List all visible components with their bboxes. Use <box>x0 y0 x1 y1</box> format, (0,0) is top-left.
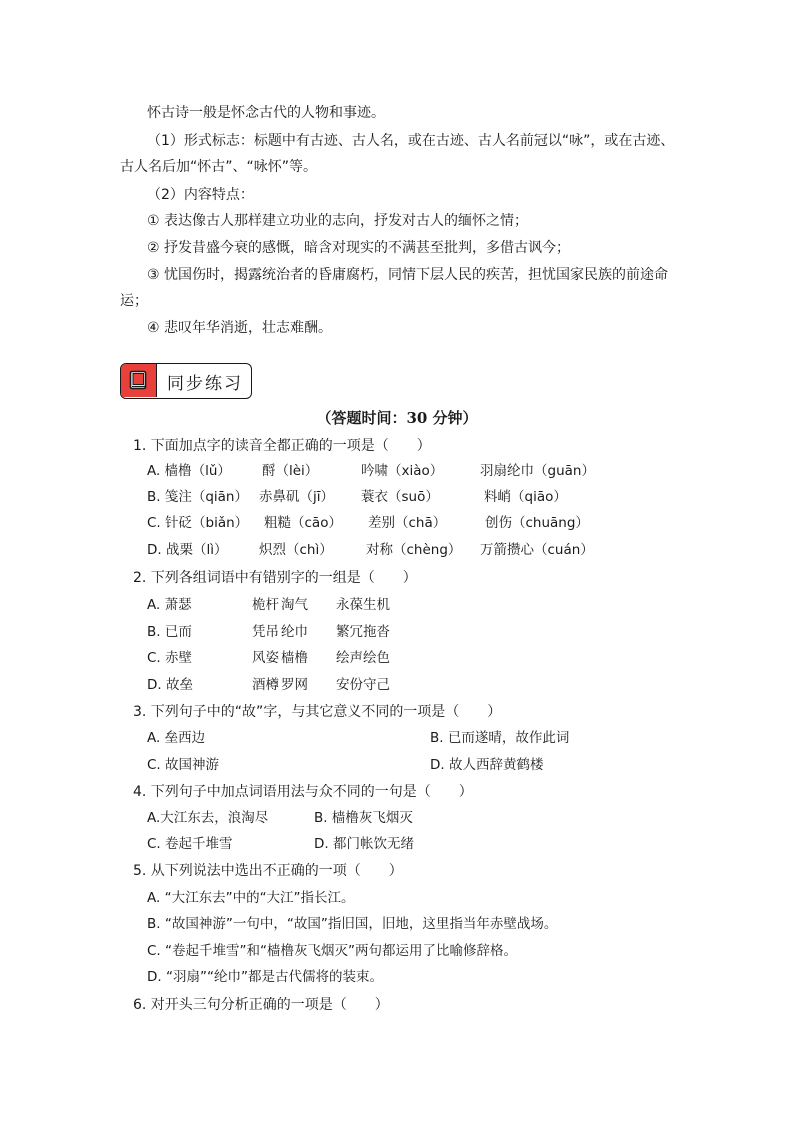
option-c-item: 粗糙（cāo） <box>264 515 342 531</box>
intro-point-3-line1: ③ 忧国伤时，揭露统治者的昏庸腐朽，同情下层人民的疾苦，担忧国家民族的前途命 <box>147 267 668 283</box>
option-a-item: 永葆生机 <box>336 597 390 613</box>
option-b-item: 赤鼻矶（jī） <box>259 489 335 505</box>
question-stem: 2. 下列各组词语中有错别字的一组是（ ） <box>133 570 417 586</box>
option-a: A. “大江东去”中的“大江”指长江。 <box>147 890 355 906</box>
option-d-item: 炽烈（chì） <box>259 542 333 558</box>
option-b-item: 蓑衣（suō） <box>361 489 439 505</box>
question-stem: 1. 下面加点字的读音全都正确的一项是（ ） <box>133 438 431 454</box>
time-note: （答题时间：30 分钟） <box>316 409 478 427</box>
question-stem: 5. 从下列说法中选出不正确的一项（ ） <box>133 863 403 879</box>
option-d: D. 故人西辞黄鹤楼 <box>430 757 544 773</box>
option-b-item: B. 笺注（qiān） <box>147 489 248 505</box>
question-stem: 6. 对开头三句分析正确的一项是（ ） <box>133 997 389 1013</box>
option-b-item: 繁冗拖沓 <box>336 624 390 640</box>
question-stem: 3. 下列句子中的“故”字，与其它意义不同的一项是（ ） <box>133 704 502 720</box>
option-c-item: C. 针砭（biǎn） <box>147 515 249 531</box>
option-b: B. “故国神游”一句中，“故国”指旧国，旧地，这里指当年赤壁战场。 <box>147 916 558 932</box>
option-c-item: C. 赤壁 <box>147 650 193 666</box>
option-c-item: 樯橹 <box>281 650 308 666</box>
option-b: B. 已而遂晴，故作此词 <box>430 730 570 746</box>
section-banner <box>120 363 252 399</box>
option-d-item: 安份守己 <box>336 677 390 693</box>
option-d-item: D. 战栗（lì） <box>147 542 228 558</box>
intro-form-marker-line1: （1）形式标志：标题中有古迹、古人名，或在古迹、古人名前冠以“咏”，或在古迹、 <box>147 133 675 149</box>
option-b-item: 料峭（qiāo） <box>484 489 567 505</box>
option-c: C. 卷起千堆雪 <box>147 836 233 852</box>
option-c: C. “卷起千堆雪”和“樯橹灰飞烟灭”两句都运用了比喻修辞格。 <box>147 943 517 959</box>
option-c: C. 故国神游 <box>147 757 220 773</box>
option-d-item: 酒樽 <box>252 677 279 693</box>
intro-content-heading: （2）内容特点： <box>147 187 254 203</box>
option-a-item: 羽扇纶巾（guān） <box>480 463 595 479</box>
option-c-item: 风姿 <box>252 650 279 666</box>
option-d: D. 都门帐饮无绪 <box>314 836 414 852</box>
option-a-item: 桅杆 <box>252 597 279 613</box>
option-c-item: 差别（chā） <box>368 515 447 531</box>
option-d-item: 罗网 <box>281 677 308 693</box>
intro-point-4: ④ 悲叹年华消逝，壮志难酬。 <box>147 320 333 336</box>
option-a-item: A. 萧瑟 <box>147 597 192 613</box>
option-b-item: 凭吊 <box>252 624 279 640</box>
intro-point-2: ② 抒发昔盛今衰的感慨，暗含对现实的不满甚至批判，多借古讽今； <box>147 240 570 256</box>
option-b-item: 纶巾 <box>281 624 308 640</box>
intro-point-1: ① 表达像古人那样建立功业的志向，抒发对古人的缅怀之情； <box>147 213 528 229</box>
option-a: A. 垒西边 <box>147 730 206 746</box>
option-a-item: 淘气 <box>281 597 308 613</box>
book-icon <box>121 364 157 397</box>
option-b: B. 樯橹灰飞烟灭 <box>314 810 413 826</box>
intro-form-marker-line2: 古人名后加“怀古”、“咏怀”等。 <box>120 159 318 175</box>
option-d: D. “羽扇”“纶巾”都是古代儒将的装束。 <box>147 969 383 985</box>
intro-point-3-line2: 运； <box>120 293 148 309</box>
option-a-item: 酹（lèi） <box>262 463 319 479</box>
intro-paragraph: 怀古诗一般是怀念古代的人物和事迹。 <box>147 105 385 121</box>
section-title: 同步练习 <box>167 374 243 394</box>
option-d-item: 万箭攒心（cuán） <box>480 542 594 558</box>
option-d-item: D. 故垒 <box>147 677 193 693</box>
option-b-item: B. 已而 <box>147 624 192 640</box>
question-stem: 4. 下列句子中加点词语用法与众不同的一句是（ ） <box>133 784 473 800</box>
option-a: A.大江东去，浪淘尽 <box>147 810 269 826</box>
option-a-item: A. 樯橹（lǔ） <box>147 463 231 479</box>
option-d-item: 对称（chèng） <box>366 542 462 558</box>
option-c-item: 绘声绘色 <box>336 650 390 666</box>
option-c-item: 创伤（chuāng） <box>485 515 589 531</box>
option-a-item: 吟啸（xiào） <box>361 463 444 479</box>
